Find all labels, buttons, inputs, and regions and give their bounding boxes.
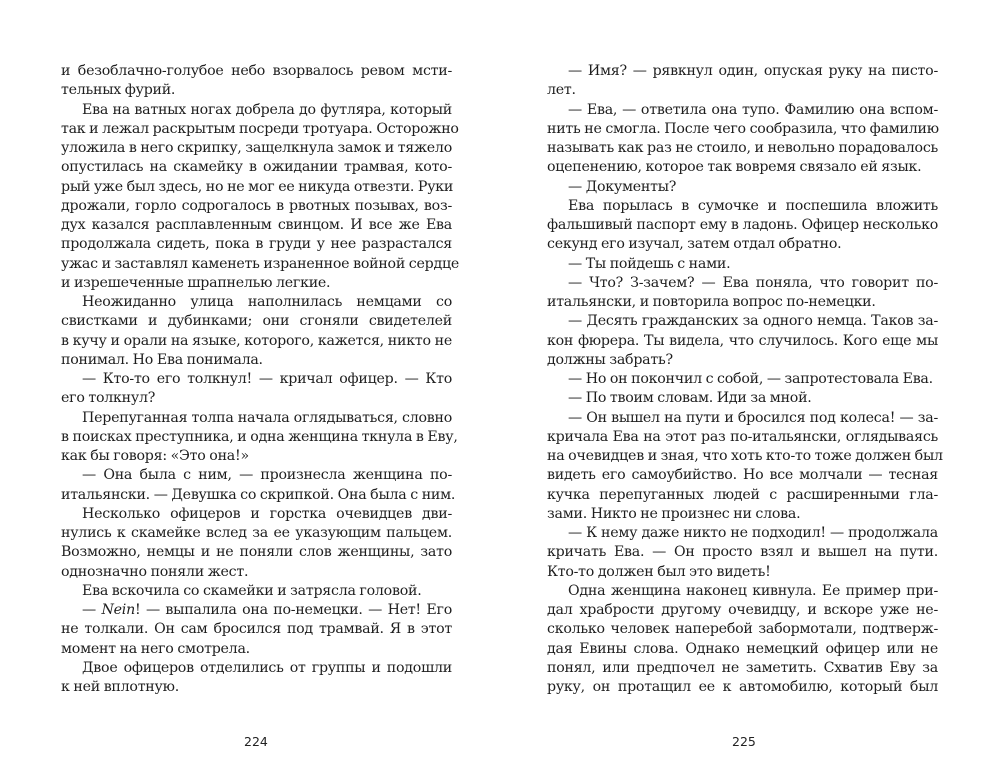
text-line: и изрешеченные шрапнелью легкие. xyxy=(61,274,331,291)
text-line: опустилась на скамейку в ожидании трамвая, кото- xyxy=(61,159,452,176)
text-line: — Он вышел на пути и бросился под колеса! — за- xyxy=(568,409,938,426)
text-line: ужас и заставлял каменеть израненное войной сердце xyxy=(61,255,459,272)
text-line: кричать Ева. — Он просто взял и вышел на пути. xyxy=(547,544,938,561)
left-page-text xyxy=(61,62,459,697)
text-line: — По твоим словам. Иди за мной. xyxy=(568,390,812,407)
text-line: не толкали. Он сам бросился под трамвай. Я в этот xyxy=(61,621,452,638)
page-number-right: 225 xyxy=(732,734,756,749)
text-line: понял, или предпочел не заметить. Схватив Еву за xyxy=(547,659,938,676)
text-line: — Ты пойдешь с нами. xyxy=(568,255,731,272)
text-line: Ева вскочила со скамейки и затрясла головой. xyxy=(82,582,422,599)
text-line: в кучу и орали на языке, которого, кажется, никто не xyxy=(61,332,452,349)
text-line: Ева на ватных ногах добрела до футляра, который xyxy=(82,101,452,118)
text-line: оцепенению, которое так вовремя связало ей язык. xyxy=(547,159,922,176)
text-line: — К нему даже никто не подходил! — продолжала xyxy=(568,525,938,541)
text-line: — Она была с ним, — произнесла женщина по- xyxy=(82,467,452,484)
text-line: — Ева, — ответила она тупо. Фамилию она вспом- xyxy=(568,101,938,118)
text-line: сколько человек наперебой забормотали, подтверж- xyxy=(547,621,938,638)
text-line: кричала Ева на этот раз по-итальянски, оглядываясь xyxy=(547,428,938,445)
right-page-text xyxy=(547,62,943,697)
text-line: лет. xyxy=(547,82,576,99)
text-line: нулись к скамейке вслед за ее указующим пальцем. xyxy=(61,525,452,541)
text-line: понимал. Но Ева понимала. xyxy=(61,351,263,368)
text-line: нить не смогла. После чего сообразила, что фамилию xyxy=(547,120,939,137)
italic-word: Nein xyxy=(101,602,135,618)
page-number-left: 224 xyxy=(244,734,268,749)
text-line: Одна женщина наконец кивнула. Ее пример при- xyxy=(568,582,938,599)
left-page-lines xyxy=(61,62,459,697)
text-line: Двое офицеров отделились от группы и подошли xyxy=(82,659,452,676)
text-line: к ней вплотную. xyxy=(61,679,179,695)
text-line: момент на него смотрела. xyxy=(61,640,250,657)
text-line: — Nein! — выпалила она по-немецки. — Нет! Его xyxy=(82,602,452,618)
text-line: называть как раз не стоило, и невольно порадовалось xyxy=(547,140,938,156)
text-line: тельных фурий. xyxy=(61,82,176,99)
text-line: Неожиданно улица наполнилась немцами со xyxy=(82,294,452,310)
text-line: фальшивый паспорт ему в ладонь. Офицер несколько xyxy=(547,217,938,233)
text-line: продолжала сидеть, пока в груди у нее разрастался xyxy=(61,236,452,253)
text-line: свистками и дубинками; они сгоняли свидетелей xyxy=(61,313,452,330)
text-line: кучка перепуганных людей с расширенными гла- xyxy=(547,486,938,503)
text-line: Кто-то должен был это видеть! xyxy=(547,563,771,580)
text-line: — Кто-то его толкнул! — кричал офицер. — Кто xyxy=(82,371,452,387)
text-line: итальянски, и повторила вопрос по-немецки. xyxy=(547,294,876,310)
text-line: — Что? З-зачем? — Ева поняла, что говорит по- xyxy=(568,274,938,291)
text-line: рый уже был здесь, но не мог ее никуда отвезти. Руки xyxy=(61,178,454,195)
text-line: Несколько офицеров и горстка очевидцев дви- xyxy=(82,505,452,522)
text-line: дух казался расплавленным свинцом. И все же Ева xyxy=(61,217,452,233)
text-line: на очевидцев и зная, что хоть кто-то тоже должен был xyxy=(547,448,943,464)
text-line: его толкнул? xyxy=(61,390,156,407)
text-line: Возможно, немцы и не поняли слов женщины, зато xyxy=(61,544,452,561)
text-line: Перепуганная толпа начала оглядываться, словно xyxy=(82,409,452,426)
text-line: — Десять гражданских за одного немца. Таков за- xyxy=(568,313,938,330)
text-line: так и лежал раскрытым посреди тротуара. Осторожно xyxy=(61,120,459,137)
text-line: — Но он покончил с собой, — запротестовала Ева. xyxy=(568,371,933,387)
text-line: в поисках преступника, и одна женщина ткнула в Еву, xyxy=(61,428,458,445)
text-line: — Документы? xyxy=(568,178,677,195)
text-line: должны забрать? xyxy=(547,351,673,368)
text-line: секунд его изучал, затем отдал обратно. xyxy=(547,236,842,253)
text-line: итальянски. — Девушка со скрипкой. Она была с ним. xyxy=(61,486,456,503)
text-line: и безоблачно-голубое небо взорвалось ревом мсти- xyxy=(61,63,452,79)
text-line: однозначно поняли жест. xyxy=(61,563,249,580)
text-line: зами. Никто не произнес ни слова. xyxy=(547,505,801,522)
text-line: кон фюрера. Ты видела, что случилось. Кого еще мы xyxy=(547,332,938,349)
text-line: видеть его самоубийство. Но все молчали — тесная xyxy=(547,467,938,484)
text-line: дая Евины слова. Однако немецкий офицер или не xyxy=(547,640,938,657)
text-line: дал храбрости другому очевидцу, и вскоре уже не- xyxy=(547,602,938,618)
right-page-lines xyxy=(547,62,943,697)
text-line: дрожали, горло содрогалось в рвотных позывах, воз- xyxy=(61,197,452,214)
text-line: Ева порылась в сумочке и поспешила вложить xyxy=(568,197,938,214)
text-line: уложила в него скрипку, защелкнула замок и тяжело xyxy=(61,140,452,156)
text-line: — Имя? — рявкнул один, опуская руку на писто- xyxy=(568,63,938,79)
text-line: как бы говоря: «Это она!» xyxy=(61,448,249,464)
text-line: руку, он протащил ее к автомобилю, который был xyxy=(547,679,938,695)
